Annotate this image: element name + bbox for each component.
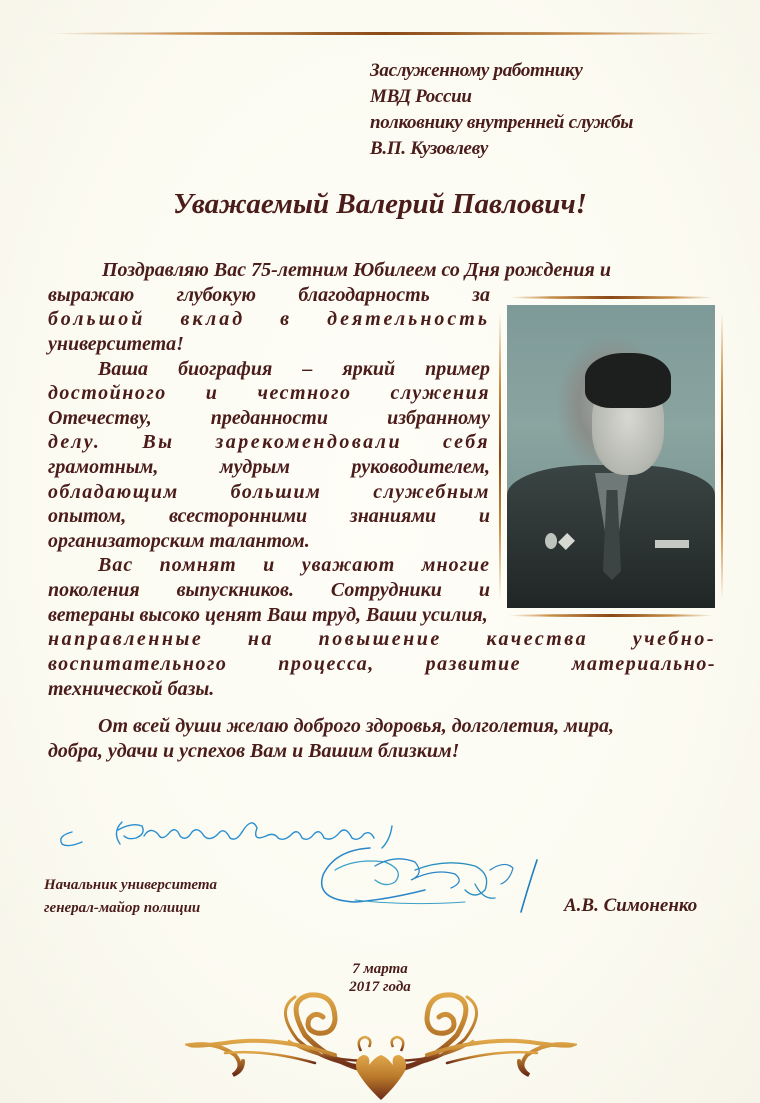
body-line: выражаю глубокую благодарность за — [48, 284, 490, 306]
frame-left-line — [499, 312, 501, 600]
body-line: Отечеству, преданности избранному — [48, 407, 490, 429]
body-line: Поздравляю Вас 75-летним Юбилеем со Дня рождения и — [102, 259, 611, 281]
signer-title — [44, 874, 217, 920]
signer-title-line: генерал-майор полиции — [44, 900, 201, 916]
body-line: направленные на повышение качества учебно- — [48, 628, 716, 650]
addressee-line: полковнику внутренней службы — [370, 112, 634, 133]
signer-name: А.В. Симоненко — [564, 895, 698, 916]
top-divider-line — [45, 32, 723, 35]
body-line: грамотным, мудрым руководителем, — [48, 456, 490, 478]
ribbon-bar-icon — [655, 540, 689, 548]
body-line: От всей души желаю доброго здоровья, долголетия, мира, — [98, 715, 615, 737]
body-line: обладающим большим служебным — [48, 481, 490, 503]
frame-right-line — [721, 312, 723, 600]
body-line: достойного и честного служения — [48, 382, 490, 404]
body-line: опытом, всесторонними знаниями и — [48, 505, 490, 527]
greeting-heading: Уважаемый Валерий Павлович! — [173, 188, 587, 220]
body-line: университета! — [48, 333, 184, 355]
addressee-line: В.П. Кузовлеву — [370, 138, 489, 159]
body-line: Ваша биография – яркий пример — [98, 358, 490, 380]
frame-top-line — [508, 296, 714, 299]
letter-date — [0, 960, 760, 996]
body-line: делу. Вы зарекомендовали себя — [48, 431, 490, 453]
frame-bottom-line — [508, 614, 714, 617]
hair-shape — [585, 353, 671, 408]
body-line: добра, удачи и успехов Вам и Вашим близким! — [48, 740, 460, 762]
signer-title-line: Начальник университета — [44, 877, 218, 893]
addressee-block — [370, 58, 633, 162]
badge-icon — [545, 533, 557, 549]
body-line: технической базы. — [48, 678, 215, 700]
body-line: Вас помнят и уважают многие — [98, 554, 490, 576]
addressee-line: МВД России — [370, 86, 472, 107]
body-line: организаторским талантом. — [48, 530, 310, 552]
date-line: 2017 года — [349, 979, 411, 995]
date-line: 7 марта — [352, 961, 408, 977]
addressee-line: Заслуженному работнику — [370, 60, 583, 81]
handwritten-signature — [315, 840, 550, 920]
body-line: поколения выпускников. Сотрудники и — [48, 579, 490, 601]
body-line: воспитательного процесса, развитие материально- — [48, 653, 716, 675]
body-line: ветераны высоко ценят Ваш труд, Ваши усилия, — [48, 604, 488, 626]
body-line: большой вклад в деятельность — [48, 308, 490, 330]
portrait-photo — [507, 305, 715, 608]
